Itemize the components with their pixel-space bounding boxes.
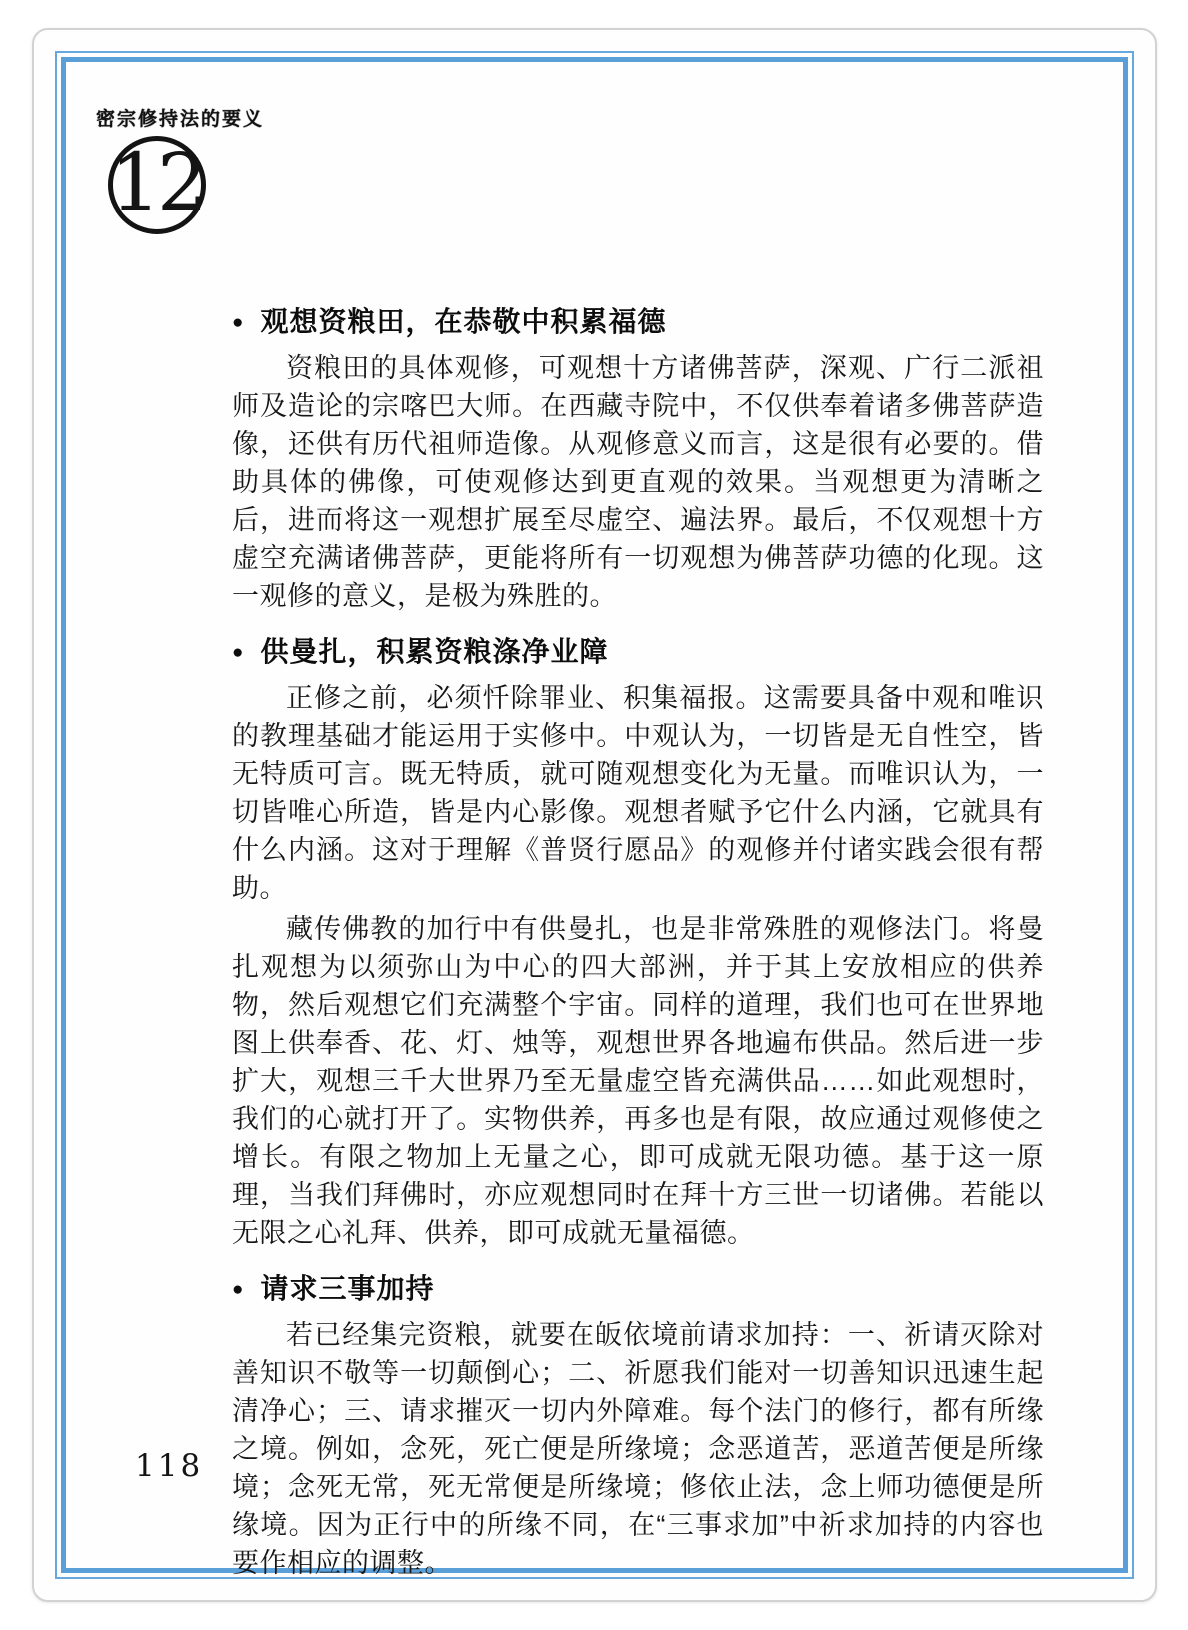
chapter-badge [108,136,206,234]
bullet-icon: ● [232,1279,245,1300]
section-visualize-merit-field [232,302,1044,615]
bullet-icon: ● [232,312,245,333]
page-number: 118 [135,1448,204,1484]
body-paragraph: 正修之前，必须忏除罪业、积集福报。这需要具备中观和唯识的教理基础才能运用于实修中。中观认为，一切皆是无自性空，皆无特质可言。既无特质，就可随观想变化为无量。而唯识认为，一切皆唯心所造，皆是内心影像。观想者赋予它什么内涵，它就具有什么内涵。这对于理解《普贤行愿品》的观修并付诸实践会很有帮助。 [232,683,1044,903]
body-paragraph: 若已经集完资粮，就要在皈依境前请求加持：一、祈请灭除对善知识不敬等一切颠倒心；二、祈愿我们能对一切善知识迅速生起清净心；三、请求摧灭一切内外障难。每个法门的修行，都有所缘之境。例如，念死，死亡便是所缘境；念恶道苦，恶道苦便是所缘境；念死无常，死无常便是所缘境；修依止法，念上师功德便是所缘境。因为正行中的所缘不同，在“三事求加”中祈求加持的内容也要作相应的调整。 [232,1320,1044,1578]
page-card [32,28,1157,1602]
section-title-text: 观想资粮田，在恭敬中积累福德 [260,306,667,337]
section-title [232,632,1044,672]
body-paragraph: 资粮田的具体观修，可观想十方诸佛菩萨，深观、广行二派祖师及造论的宗喀巴大师。在西藏寺院中，不仅供奉着诸多佛菩萨造像，还供有历代祖师造像。从观修意义而言，这是很有必要的。借助具体的佛像，可使观修达到更直观的效果。当观想更为清晰之后，进而将这一观想扩展至尽虚空、遍法界。最后，不仅观想十方虚空充满诸佛菩萨，更能将所有一切观想为佛菩萨功德的化现。这一观修的意义，是极为殊胜的。 [232,353,1044,611]
section-offer-mandala [232,632,1044,1252]
body-paragraph: 藏传佛教的加行中有供曼扎，也是非常殊胜的观修法门。将曼扎观想为以须弥山为中心的四大部洲，并于其上安放相应的供养物，然后观想它们充满整个宇宙。同样的道理，我们也可在世界地图上供奉香、花、灯、烛等，观想世界各地遍布供品。然后进一步扩大，观想三千大世界乃至无量虚空皆充满供品……如此观想时，我们的心就打开了。实物供养，再多也是有限，故应通过观修使之增长。有限之物加上无量之心，即可成就无限功德。基于这一原理，当我们拜佛时，亦应观想同时在拜十方三世一切诸佛。若能以无限之心礼拜、供养，即可成就无量福德。 [232,914,1044,1248]
running-head: 密宗修持法的要义 [96,109,265,130]
section-title [232,1269,1044,1309]
section-request-blessings [232,1269,1044,1582]
section-title-text: 请求三事加持 [260,1273,435,1304]
bullet-icon: ● [232,642,245,663]
chapter-number: 12 [110,136,204,229]
page-content [232,302,1044,1582]
section-title-text: 供曼扎，积累资粮涤净业障 [260,636,609,667]
section-title [232,302,1044,342]
